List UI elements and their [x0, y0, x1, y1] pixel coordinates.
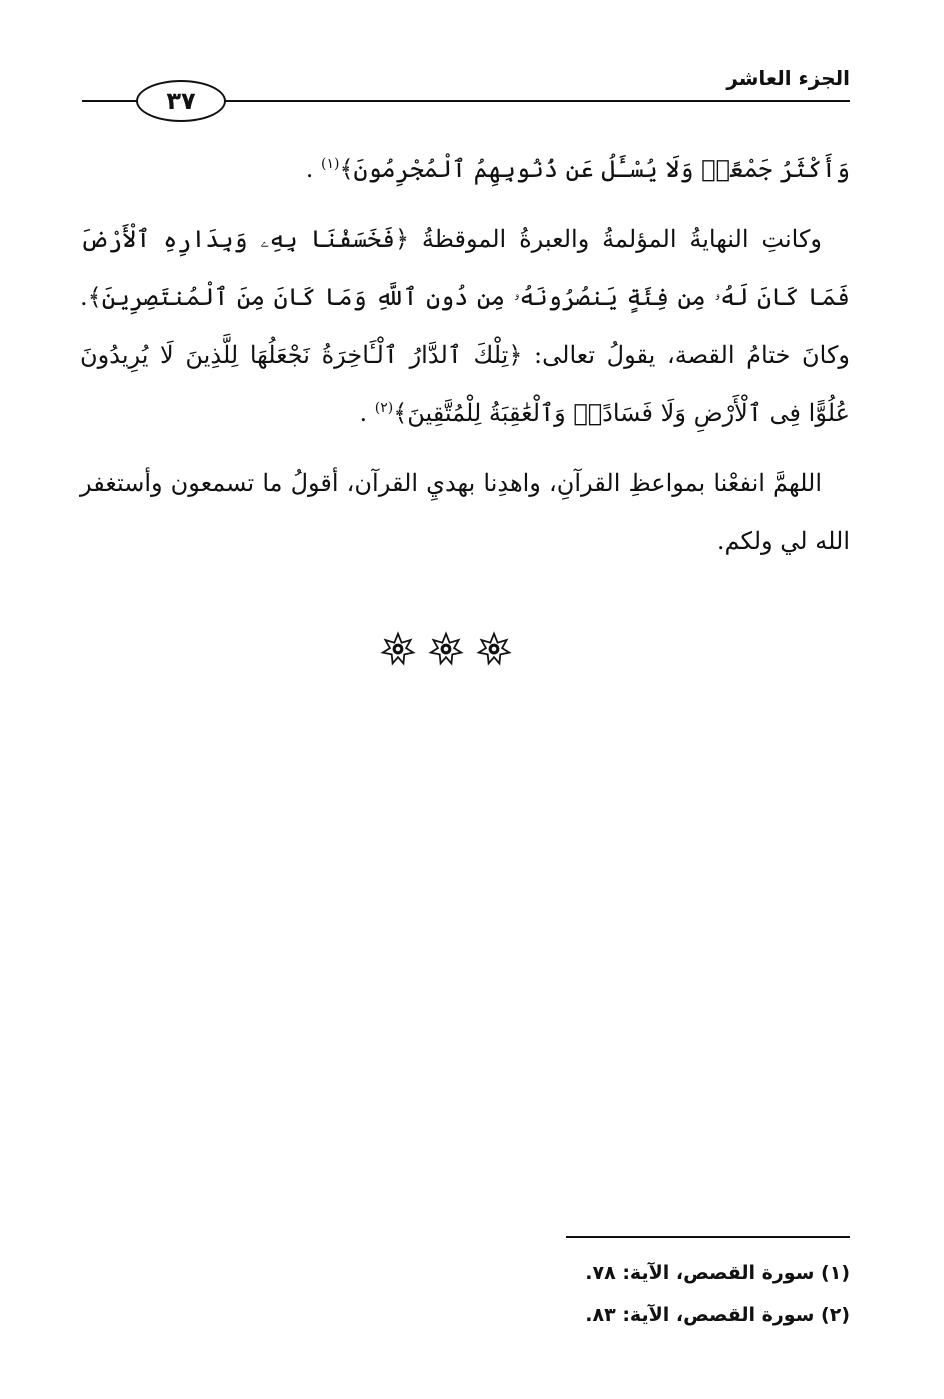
flower-ornament-icon — [476, 631, 512, 667]
paragraph-1 — [80, 140, 850, 198]
footnotes — [450, 1252, 850, 1336]
paragraph-2-text-2: . وكانَ ختامُ القصة، يقولُ تعالى: — [80, 283, 851, 369]
paragraph-3: اللهمَّ انفعْنا بمواعظِ القرآنِ، واهدِنا بهديِ القرآن، أقولُ ما تسمعون وأستغفر الله لي ولكم. — [80, 469, 850, 555]
opening-bracket: ﴿ — [508, 341, 523, 369]
period: . — [359, 399, 375, 427]
paragraph-2 — [80, 210, 850, 442]
closing-bracket: ﴾ — [393, 399, 408, 427]
closing-bracket: ﴾ — [339, 155, 354, 183]
footnote-1: (١) سورة القصص، الآية: ٧٨. — [585, 1262, 850, 1284]
paragraph-2-text-1: وكانتِ النهايةُ المؤلمةُ والعبرةُ الموقظةُ — [409, 225, 822, 253]
section-divider-ornament — [380, 628, 512, 670]
closing-bracket: ﴾ — [87, 283, 102, 311]
flower-ornament-icon — [380, 631, 416, 667]
quran-verse-3: تِلْكَ ٱلدَّارُ ٱلْـَٔاخِرَةُ نَجْعَلُهَا لِلَّذِينَ لَا يُرِيدُونَ عُلُوًّا فِى ٱلْأَرْضِ وَلَا فَسَادًاۚ وَٱلْعَٰقِبَةُ لِلْمُتَّقِينَ — [80, 341, 850, 427]
quran-verse-2: فَخَسَفْنَا بِهِۦ وَبِدَارِهِ ٱلْأَرْضَ فَمَا كَانَ لَهُۥ مِن فِئَةٍ يَنصُرُونَهُۥ مِن دُونِ ٱللَّهِ وَمَا كَانَ مِنَ ٱلْمُنتَصِرِينَ — [80, 225, 850, 311]
opening-bracket: ﴿ — [394, 225, 410, 253]
footnote-marker-2: (٢) — [374, 400, 394, 416]
footnote-rule — [566, 1236, 850, 1238]
quran-verse-1: وَأَكْثَرُ جَمْعًاۚ وَلَا يُسْـَٔلُ عَن ذُنُوبِهِمُ ٱلْمُجْرِمُونَ — [353, 155, 850, 183]
main-text — [80, 140, 850, 570]
flower-ornament-icon — [428, 631, 464, 667]
running-header-part-title: الجزء العاشر — [726, 66, 850, 90]
page-number-oval: ٣٧ — [136, 80, 226, 122]
footnote-2: (٢) سورة القصص، الآية: ٨٣. — [585, 1304, 850, 1326]
period: . — [305, 155, 322, 183]
footnote-marker-1: (١) — [321, 156, 340, 172]
